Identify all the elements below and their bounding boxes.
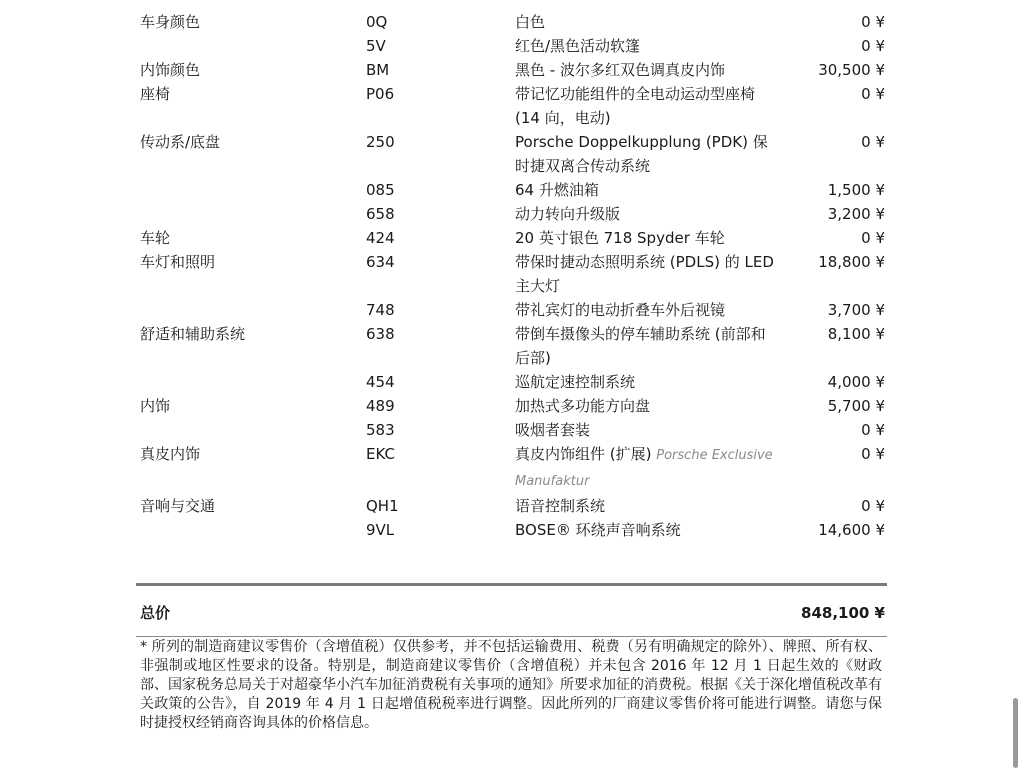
option-category: 真皮内饰 xyxy=(140,445,201,463)
option-category: 车身颜色 xyxy=(140,13,201,31)
option-price: 0 ¥ xyxy=(861,445,885,463)
option-description xyxy=(515,202,775,226)
option-description-text: 红色/黑色活动软篷 xyxy=(515,37,641,55)
option-description-text: 带记忆功能组件的全电动运动型座椅 (14 向，电动) xyxy=(515,85,756,127)
option-description-text: 白色 xyxy=(515,13,546,31)
option-category: 内饰颜色 xyxy=(140,61,201,79)
option-row xyxy=(140,10,885,34)
option-price: 3,200 ¥ xyxy=(827,205,885,223)
option-price: 5,700 ¥ xyxy=(827,397,885,415)
option-code: P06 xyxy=(366,85,395,103)
option-code: 0Q xyxy=(366,13,388,31)
option-price: 30,500 ¥ xyxy=(818,61,885,79)
option-description-text: 带倒车摄像头的停车辅助系统 (前部和后部) xyxy=(515,325,766,367)
option-description-text: 黑色 - 波尔多红双色调真皮内饰 xyxy=(515,61,725,79)
option-row xyxy=(140,178,885,202)
option-price: 18,800 ¥ xyxy=(818,253,885,271)
footnote-separator-line xyxy=(136,636,887,637)
option-row xyxy=(140,298,885,322)
option-category: 舒适和辅助系统 xyxy=(140,325,246,343)
option-price: 3,700 ¥ xyxy=(827,301,885,319)
option-description xyxy=(515,178,775,202)
option-description xyxy=(515,298,775,322)
option-code: BM xyxy=(366,61,390,79)
option-code: 583 xyxy=(366,421,395,439)
option-code: 638 xyxy=(366,325,395,343)
option-description-text: 真皮内饰组件 (扩展) xyxy=(515,445,652,463)
option-description-text: 带保时捷动态照明系统 (PDLS) 的 LED 主大灯 xyxy=(515,253,774,295)
option-description xyxy=(515,494,775,518)
total-price: 848,100 ¥ xyxy=(801,604,885,622)
option-row xyxy=(140,442,885,494)
option-description xyxy=(515,34,775,58)
option-row xyxy=(140,34,885,58)
option-category: 传动系/底盘 xyxy=(140,133,221,151)
total-separator-line xyxy=(136,583,887,586)
option-code: 9VL xyxy=(366,521,395,539)
option-code: QH1 xyxy=(366,497,399,515)
option-description-text: 吸烟者套装 xyxy=(515,421,591,439)
option-code: 085 xyxy=(366,181,395,199)
option-category: 内饰 xyxy=(140,397,171,415)
option-description xyxy=(515,82,775,130)
option-description-text: 带礼宾灯的电动折叠车外后视镜 xyxy=(515,301,726,319)
option-row xyxy=(140,418,885,442)
total-label: 总价 xyxy=(140,604,171,622)
option-description-text: 巡航定速控制系统 xyxy=(515,373,636,391)
option-description xyxy=(515,322,775,370)
option-price: 0 ¥ xyxy=(861,37,885,55)
option-description xyxy=(515,130,775,178)
option-price: 0 ¥ xyxy=(861,13,885,31)
option-code: 748 xyxy=(366,301,395,319)
option-row xyxy=(140,202,885,226)
option-description-text: 64 升燃油箱 xyxy=(515,181,599,199)
option-code: 5V xyxy=(366,37,386,55)
option-price: 0 ¥ xyxy=(861,85,885,103)
total-row xyxy=(140,601,885,625)
option-row xyxy=(140,250,885,298)
option-price: 0 ¥ xyxy=(861,497,885,515)
option-price: 1,500 ¥ xyxy=(827,181,885,199)
option-row xyxy=(140,518,885,542)
option-code: EKC xyxy=(366,445,395,463)
option-description-text: 动力转向升级版 xyxy=(515,205,621,223)
option-row xyxy=(140,82,885,130)
option-description xyxy=(515,394,775,418)
option-description xyxy=(515,418,775,442)
option-code: 250 xyxy=(366,133,395,151)
option-price: 8,100 ¥ xyxy=(827,325,885,343)
option-brand-note: Porsche Exclusive Manufaktur xyxy=(515,448,773,489)
option-code: 489 xyxy=(366,397,395,415)
option-description-text: Porsche Doppelkupplung (PDK) 保时捷双离合传动系统 xyxy=(515,133,768,175)
option-price: 0 ¥ xyxy=(861,421,885,439)
option-price: 0 ¥ xyxy=(861,133,885,151)
option-category: 座椅 xyxy=(140,85,171,103)
option-description-text: 20 英寸银色 718 Spyder 车轮 xyxy=(515,229,725,247)
option-description xyxy=(515,10,775,34)
option-description xyxy=(515,250,775,298)
option-description-text: 语音控制系统 xyxy=(515,497,606,515)
option-row xyxy=(140,494,885,518)
option-row xyxy=(140,370,885,394)
option-code: 658 xyxy=(366,205,395,223)
option-row xyxy=(140,394,885,418)
option-description-text: 加热式多功能方向盘 xyxy=(515,397,651,415)
option-category: 音响与交通 xyxy=(140,497,216,515)
footnote-text: * 所列的制造商建议零售价（含增值税）仅供参考，并不包括运输费用、税费（另有明确规定的除外）、牌照、所有权、非强制或地区性要求的设备。特别是，制造商建议零售价（含增值税）并未包含 2016 年 12 月 1 日起生效的《财政部、国家税务总局关于对超豪华小汽车加征消费税有关事项的通知》所要求加征的消费税。根据《关于深化增值税改革有关政策的公告》，自 2019 年 4 月 1 日起增值税税率进行调整。因此所列的厂商建议零售价将可能进行调整。请您与保时捷授权经销商咨询具体的价格信息。 xyxy=(140,639,882,731)
option-description-text: BOSE® 环绕声音响系统 xyxy=(515,521,681,539)
scrollbar-thumb[interactable] xyxy=(1013,698,1018,768)
option-description xyxy=(515,226,775,250)
option-row xyxy=(140,322,885,370)
option-price: 14,600 ¥ xyxy=(818,521,885,539)
option-description xyxy=(515,442,775,494)
option-row xyxy=(140,58,885,82)
option-row xyxy=(140,130,885,178)
option-description xyxy=(515,58,775,82)
option-price: 4,000 ¥ xyxy=(827,373,885,391)
option-description xyxy=(515,518,775,542)
option-description xyxy=(515,370,775,394)
option-code: 634 xyxy=(366,253,395,271)
option-category: 车灯和照明 xyxy=(140,253,216,271)
option-category: 车轮 xyxy=(140,229,171,247)
options-table xyxy=(140,10,885,542)
option-row xyxy=(140,226,885,250)
option-price: 0 ¥ xyxy=(861,229,885,247)
option-code: 454 xyxy=(366,373,395,391)
option-code: 424 xyxy=(366,229,395,247)
